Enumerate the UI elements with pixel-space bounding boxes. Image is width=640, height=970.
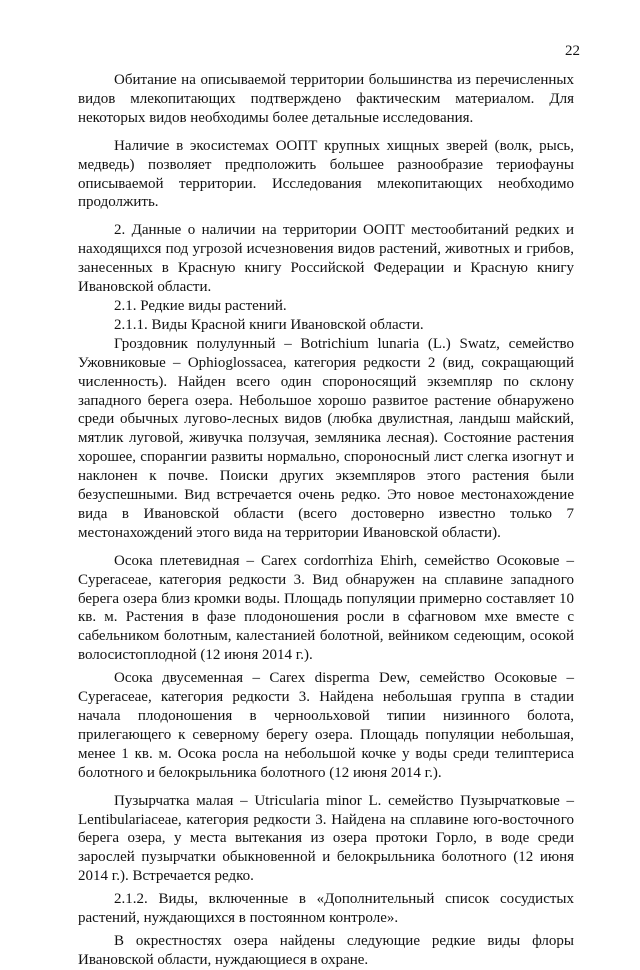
section-heading-ivanovo-red-book: 2.1.1. Виды Красной книги Ивановской области. (114, 316, 424, 333)
section-heading-rare-plants: 2.1. Редкие виды растений. (114, 297, 287, 314)
paragraph-mammal-habitat: Обитание на описываемой территории большинства из перечисленных видов млекопитающих подтверждено фактическим материалом. Для некоторых видов необходимы более детальные исследования. (78, 72, 574, 126)
body-text (78, 71, 574, 970)
paragraph-utricularia-minor: Пузырчатка малая – Utricularia minor L. семейство Пузырчатковые – Lentibulariaceae, категория редкости 3. Найдена на сплавине юго-восточного берега озера, у места вытекания из озера протоки Горло, в воде среди зарослей пузырчатки обыкновенной и белокрыльника болотного (12 июня 2014 г.). Встречается редко. (78, 792, 574, 885)
paragraph-predators: Наличие в экосистемах ООПТ крупных хищных зверей (волк, рысь, медведь) позволяет предположить большее разнообразие териофауны описываемой территории. Исследования млекопитающих необходимо продолжить. (78, 137, 574, 211)
paragraph-carex-cordorrhiza: Осока плетевидная – Carex cordorrhiza Ehirh, семейство Осоковые – Cyperaceae, категория редкости 3. Вид обнаружен на сплавине западного берега озера близ кромки воды. Площадь популяции примерно составляет 10 кв. м. Растения в фазе плодоношения росли в сфагновом мхе вместе с сабельником болотным, калестанией болотной, вейником седеющим, осокой волосистоплодной (12 июня 2014 г.). (78, 552, 574, 664)
paragraph-carex-disperma: Осока двусеменная – Carex disperma Dew, семейство Осоковые – Cyperaceae, категория редкости 3. Найдена небольшая группа в стадии начала плодоношения в черноольховой типии низинного болота, прилегающего к северному берегу озера. Площадь популяции небольшая, менее 1 кв. м. Осока росла на небольшой кочке у воды среди телиптериса болотного и белокрыльника болотного (12 июня 2014 г.). (78, 670, 574, 781)
paragraph-red-book-habitats: 2. Данные о наличии на территории ООПТ местообитаний редких и находящихся под угрозой исчезновения видов растений, животных и грибов, занесенных в Красную книгу Российской Федерации и Красную книгу Ивановской области. (78, 222, 574, 296)
section-heading-additional-list: 2.1.2. Виды, включенные в «Дополнительный список сосудистых растений, нуждающихся в постоянном контроле». (78, 891, 574, 927)
paragraph-botrichium-lunaria: Гроздовник полулунный – Botrichium lunaria (L.) Swatz, семейство Ужовниковые – Ophioglossacea, категория редкости 2 (вид, сокращающий численность). Найден всего один спороносящий экземпляр по склону западного берега озера. Небольшое хорошо развитое растение обнаружено среди обычных лугово-лесных видов (любка двулистная, ландыш майский, мятлик луговой, живучка ползучая, земляника лесная). Состояние растения хорошее, спорангии развиты нормально, спороносный лист слегка изогнут и наклонен к почве. Поиски других экземпляров этого растения были безуспешными. Вид встречается очень редко. Это новое местонахождение вида в Ивановской области (всего достоверно известно только 7 местонахождений этого вида на территории Ивановской области). (78, 335, 574, 541)
page-number: 22 (565, 43, 580, 59)
paragraph-rare-species-intro: В окрестностях озера найдены следующие редкие виды флоры Ивановской области, нуждающиеся в охране. (78, 932, 574, 968)
